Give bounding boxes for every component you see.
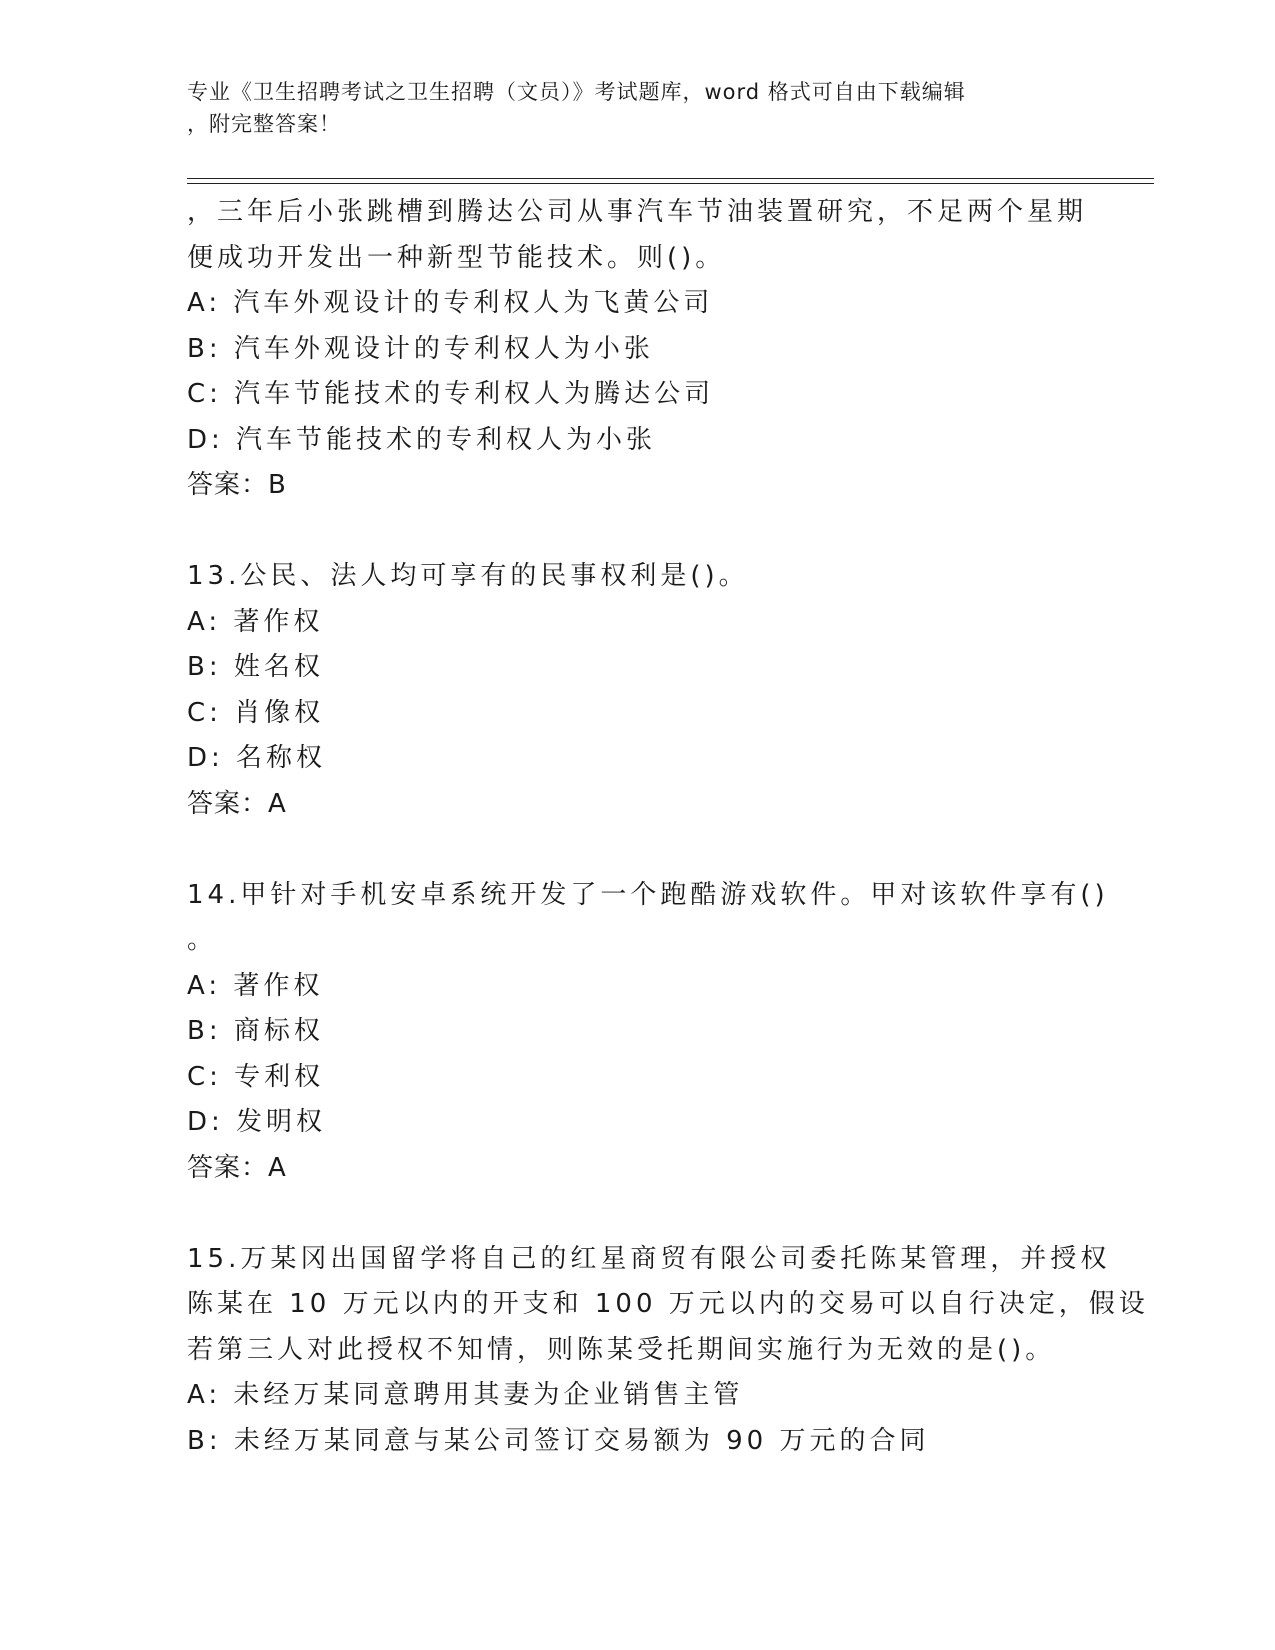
question-text-line: 。: [187, 925, 218, 955]
question-text-line: 13.公民、法人均可享有的民事权利是()。: [187, 561, 749, 591]
question-list: [187, 190, 1149, 1464]
question-15: [187, 1237, 1149, 1465]
option-c: C: 专利权: [187, 1061, 325, 1092]
option-c: C: 汽车节能技术的专利权人为腾达公司: [187, 379, 715, 409]
option-b: B: 汽车外观设计的专利权人为小张: [187, 333, 654, 364]
spacer: [187, 827, 1087, 873]
option-a: A: 著作权: [187, 970, 324, 1001]
header-line-2: ，附完整答案！: [187, 112, 341, 136]
answer-line: 答案：A: [187, 1152, 287, 1183]
question-text-line: 便成功开发出一种新型节能技术。则()。: [187, 242, 726, 273]
question-13: [187, 554, 1087, 827]
question-text-line: 若第三人对此授权不知情，则陈某受托期间实施行为无效的是()。: [187, 1334, 1056, 1365]
answer-line: 答案：A: [187, 788, 287, 819]
spacer: [187, 1191, 1087, 1237]
option-c: C: 肖像权: [187, 697, 325, 728]
option-a: A: 汽车外观设计的专利权人为飞黄公司: [187, 288, 714, 318]
question-text-line: 15.万某冈出国留学将自己的红星商贸有限公司委托陈某管理，并授权: [187, 1243, 1111, 1274]
option-a: A: 著作权: [187, 606, 324, 637]
option-a: A: 未经万某同意聘用其妻为企业销售主管: [187, 1380, 744, 1410]
header-double-rule: [187, 178, 1154, 184]
question-text-line: 14.甲针对手机安卓系统开发了一个跑酷游戏软件。甲对该软件享有(): [187, 879, 1109, 910]
option-d: D: 汽车节能技术的专利权人为小张: [187, 424, 657, 455]
spacer: [187, 509, 1087, 555]
option-d: D: 发明权: [187, 1107, 327, 1137]
option-b: B: 姓名权: [187, 652, 324, 682]
option-b: B: 未经万某同意与某公司签订交易额为 90 万元的合同: [187, 1425, 930, 1456]
question-text-line: 陈某在 10 万元以内的开支和 100 万元以内的交易可以自行决定，假设: [187, 1289, 1149, 1319]
document-header: [187, 76, 1067, 140]
option-d: D: 名称权: [187, 743, 327, 773]
question-text-line: ，三年后小张跳槽到腾达公司从事汽车节油装置研究，不足两个星期: [187, 197, 1088, 227]
option-b: B: 商标权: [187, 1016, 324, 1046]
question-14: [187, 873, 1109, 1192]
header-line-1: 专业《卫生招聘考试之卫生招聘（文员）》考试题库，word 格式可自由下载编辑: [187, 80, 966, 104]
answer-line: 答案：B: [187, 470, 287, 500]
question-12: [187, 190, 1087, 509]
